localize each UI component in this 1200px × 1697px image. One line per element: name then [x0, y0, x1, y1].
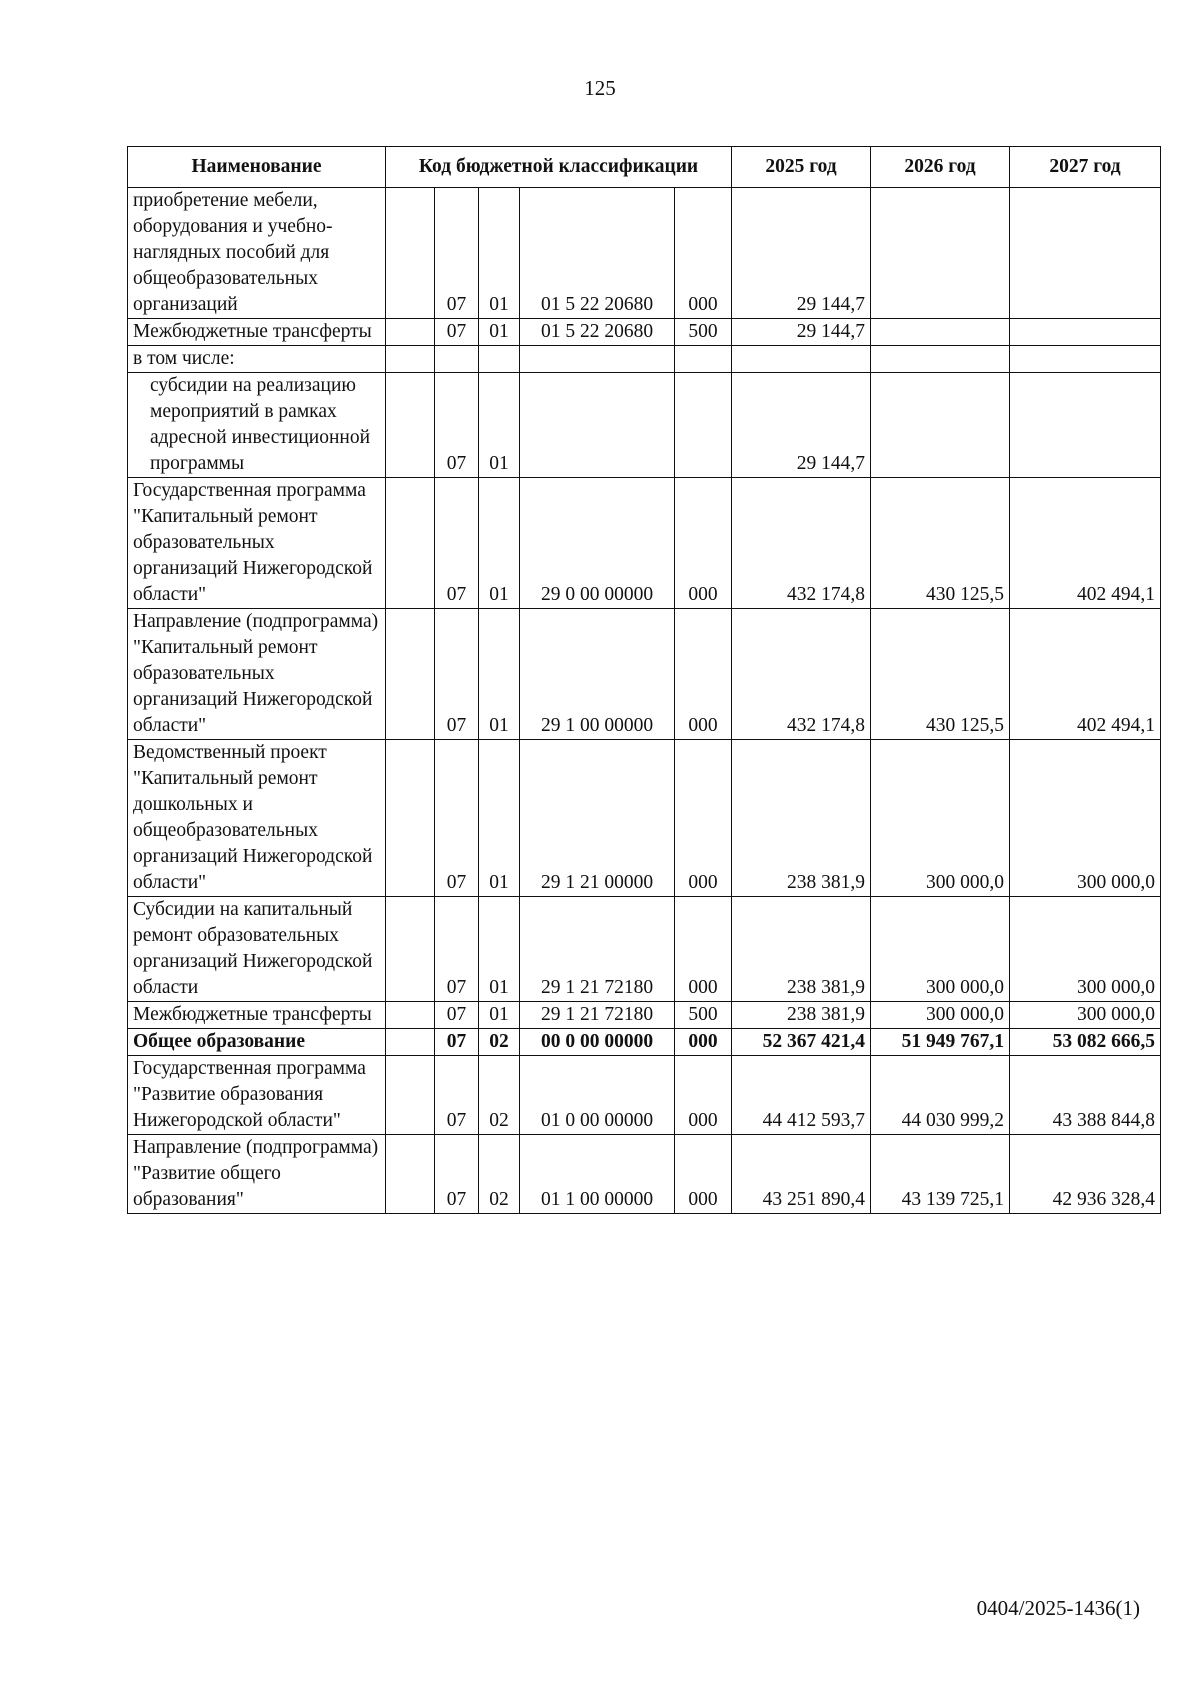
cell-ved — [386, 1135, 435, 1214]
cell-2026: 51 949 767,1 — [871, 1029, 1010, 1056]
cell-name: субсидии на реализацию мероприятий в рамках адресной инвестиционной программы — [128, 373, 386, 478]
cell-2025: 432 174,8 — [732, 478, 871, 609]
cell-2026: 430 125,5 — [871, 609, 1010, 740]
cell-section — [435, 346, 479, 373]
cell-expense-type: 000 — [675, 1135, 732, 1214]
cell-target-article: 29 1 21 72180 — [520, 1002, 675, 1029]
cell-2025: 29 144,7 — [732, 373, 871, 478]
cell-2027: 402 494,1 — [1010, 478, 1161, 609]
header-2025: 2025 год — [732, 147, 871, 188]
cell-section: 07 — [435, 1029, 479, 1056]
cell-subsection: 01 — [479, 1002, 520, 1029]
cell-section: 07 — [435, 1056, 479, 1135]
table-row — [128, 609, 1161, 740]
cell-subsection: 02 — [479, 1056, 520, 1135]
table-header-row — [128, 147, 1161, 188]
cell-2027: 300 000,0 — [1010, 1002, 1161, 1029]
table-row — [128, 373, 1161, 478]
budget-table — [127, 146, 1161, 1214]
cell-2025: 29 144,7 — [732, 319, 871, 346]
cell-ved — [386, 1002, 435, 1029]
cell-2025: 238 381,9 — [732, 1002, 871, 1029]
cell-2026: 44 030 999,2 — [871, 1056, 1010, 1135]
cell-target-article: 01 5 22 20680 — [520, 319, 675, 346]
cell-subsection — [479, 346, 520, 373]
cell-subsection: 02 — [479, 1135, 520, 1214]
document-code: 0404/2025-1436(1) — [976, 1596, 1140, 1620]
table-row — [128, 1002, 1161, 1029]
page-number: 125 — [584, 76, 616, 100]
cell-target-article: 29 1 21 00000 — [520, 740, 675, 897]
cell-ved — [386, 609, 435, 740]
cell-2027: 43 388 844,8 — [1010, 1056, 1161, 1135]
table-row — [128, 478, 1161, 609]
cell-2027: 300 000,0 — [1010, 740, 1161, 897]
cell-section: 07 — [435, 188, 479, 319]
cell-ved — [386, 188, 435, 319]
cell-ved — [386, 1056, 435, 1135]
header-2027: 2027 год — [1010, 147, 1161, 188]
header-2026: 2026 год — [871, 147, 1010, 188]
cell-2025: 238 381,9 — [732, 897, 871, 1002]
cell-subsection: 01 — [479, 897, 520, 1002]
header-code: Код бюджетной классификации — [386, 147, 732, 188]
cell-2026 — [871, 188, 1010, 319]
cell-2025: 44 412 593,7 — [732, 1056, 871, 1135]
cell-subsection: 01 — [479, 188, 520, 319]
cell-target-article: 01 5 22 20680 — [520, 188, 675, 319]
cell-subsection: 01 — [479, 740, 520, 897]
cell-expense-type: 500 — [675, 1002, 732, 1029]
cell-target-article: 00 0 00 00000 — [520, 1029, 675, 1056]
cell-name: приобретение мебели, оборудования и учебно-наглядных пособий для общеобразовательных организаций — [128, 188, 386, 319]
cell-name: Государственная программа "Капитальный ремонт образовательных организаций Нижегородской области" — [128, 478, 386, 609]
cell-2026: 300 000,0 — [871, 740, 1010, 897]
cell-section: 07 — [435, 319, 479, 346]
cell-name: Общее образование — [128, 1029, 386, 1056]
cell-2027 — [1010, 373, 1161, 478]
cell-2027: 300 000,0 — [1010, 897, 1161, 1002]
cell-2027 — [1010, 319, 1161, 346]
table-row — [128, 1029, 1161, 1056]
cell-expense-type — [675, 373, 732, 478]
cell-2026 — [871, 373, 1010, 478]
cell-2026: 300 000,0 — [871, 1002, 1010, 1029]
cell-2027: 53 082 666,5 — [1010, 1029, 1161, 1056]
cell-2025 — [732, 346, 871, 373]
cell-expense-type: 000 — [675, 478, 732, 609]
cell-2025: 238 381,9 — [732, 740, 871, 897]
cell-expense-type: 000 — [675, 609, 732, 740]
cell-expense-type: 500 — [675, 319, 732, 346]
cell-name: Направление (подпрограмма) "Развитие общего образования" — [128, 1135, 386, 1214]
cell-section: 07 — [435, 897, 479, 1002]
cell-target-article: 29 0 00 00000 — [520, 478, 675, 609]
cell-expense-type: 000 — [675, 1029, 732, 1056]
cell-target-article: 29 1 21 72180 — [520, 897, 675, 1002]
cell-ved — [386, 319, 435, 346]
table-row — [128, 1135, 1161, 1214]
table-row — [128, 188, 1161, 319]
cell-target-article — [520, 346, 675, 373]
cell-2027 — [1010, 188, 1161, 319]
cell-expense-type: 000 — [675, 1056, 732, 1135]
table-row — [128, 897, 1161, 1002]
cell-section: 07 — [435, 478, 479, 609]
cell-section: 07 — [435, 1002, 479, 1029]
cell-ved — [386, 897, 435, 1002]
table-row — [128, 1056, 1161, 1135]
cell-target-article — [520, 373, 675, 478]
cell-expense-type — [675, 346, 732, 373]
cell-expense-type: 000 — [675, 188, 732, 319]
cell-2025: 29 144,7 — [732, 188, 871, 319]
cell-ved — [386, 1029, 435, 1056]
cell-2026: 300 000,0 — [871, 897, 1010, 1002]
cell-target-article: 01 1 00 00000 — [520, 1135, 675, 1214]
table-row — [128, 346, 1161, 373]
cell-2025: 432 174,8 — [732, 609, 871, 740]
cell-expense-type: 000 — [675, 897, 732, 1002]
cell-subsection: 02 — [479, 1029, 520, 1056]
cell-name: Ведомственный проект "Капитальный ремонт дошкольных и общеобразовательных организаций Нижегородской области" — [128, 740, 386, 897]
cell-subsection: 01 — [479, 478, 520, 609]
cell-ved — [386, 346, 435, 373]
cell-target-article: 29 1 00 00000 — [520, 609, 675, 740]
table-row — [128, 740, 1161, 897]
cell-2025: 43 251 890,4 — [732, 1135, 871, 1214]
cell-name: Межбюджетные трансферты — [128, 319, 386, 346]
cell-subsection: 01 — [479, 609, 520, 740]
cell-2026: 43 139 725,1 — [871, 1135, 1010, 1214]
cell-name: Направление (подпрограмма) "Капитальный ремонт образовательных организаций Нижегородской области" — [128, 609, 386, 740]
cell-2027: 402 494,1 — [1010, 609, 1161, 740]
cell-ved — [386, 740, 435, 897]
cell-section: 07 — [435, 1135, 479, 1214]
cell-target-article: 01 0 00 00000 — [520, 1056, 675, 1135]
cell-2027 — [1010, 346, 1161, 373]
cell-2026: 430 125,5 — [871, 478, 1010, 609]
cell-2027: 42 936 328,4 — [1010, 1135, 1161, 1214]
cell-expense-type: 000 — [675, 740, 732, 897]
cell-section: 07 — [435, 740, 479, 897]
cell-name: Межбюджетные трансферты — [128, 1002, 386, 1029]
cell-subsection: 01 — [479, 373, 520, 478]
cell-name: Государственная программа "Развитие образования Нижегородской области" — [128, 1056, 386, 1135]
cell-section: 07 — [435, 609, 479, 740]
table-row — [128, 319, 1161, 346]
cell-section: 07 — [435, 373, 479, 478]
cell-name: Субсидии на капитальный ремонт образовательных организаций Нижегородской области — [128, 897, 386, 1002]
header-name: Наименование — [128, 147, 386, 188]
cell-2026 — [871, 346, 1010, 373]
cell-ved — [386, 478, 435, 609]
cell-subsection: 01 — [479, 319, 520, 346]
cell-2026 — [871, 319, 1010, 346]
cell-2025: 52 367 421,4 — [732, 1029, 871, 1056]
cell-ved — [386, 373, 435, 478]
cell-name: в том числе: — [128, 346, 386, 373]
